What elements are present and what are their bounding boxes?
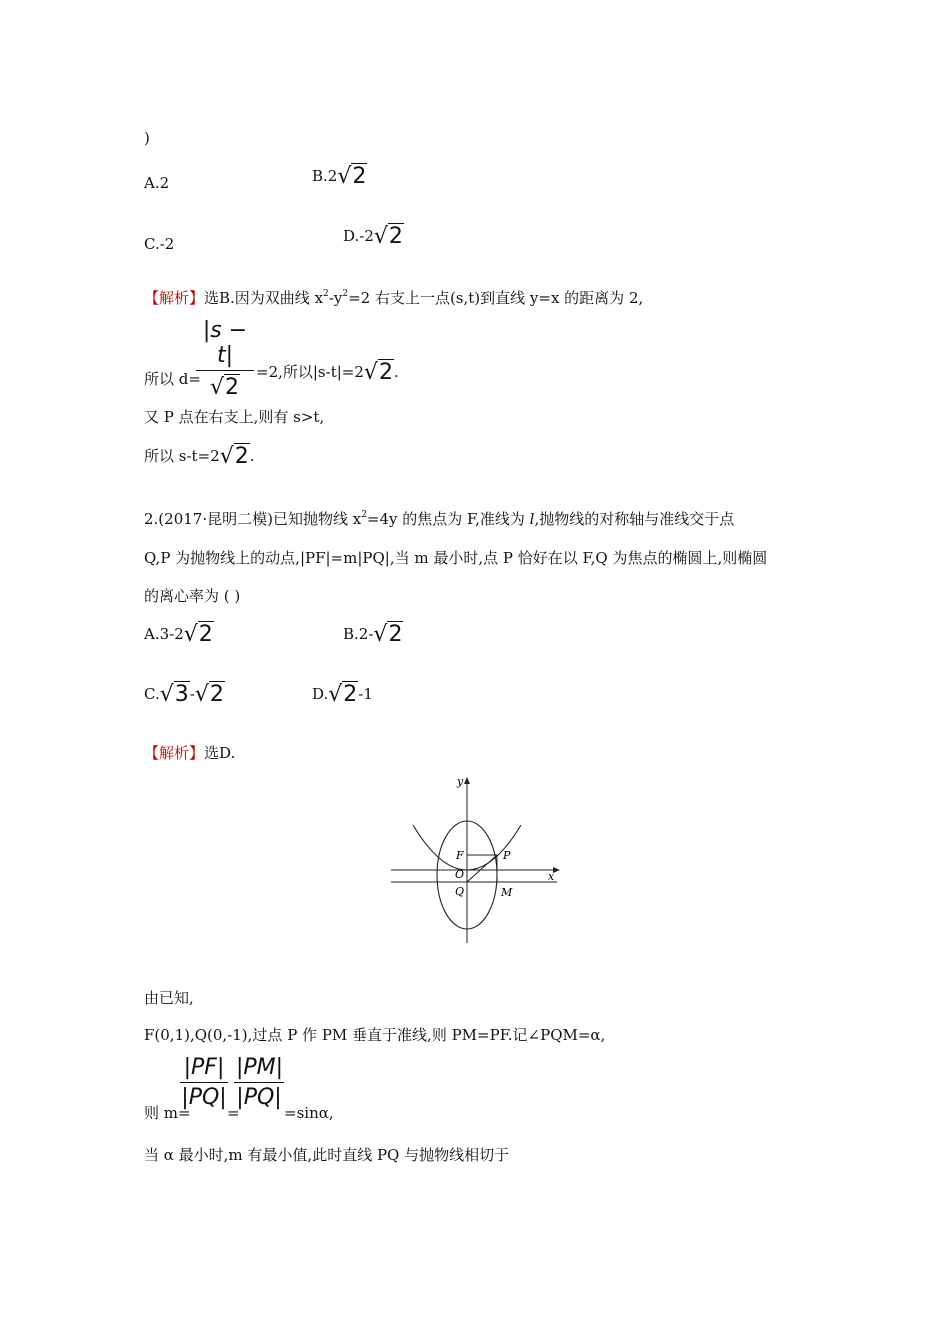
solution2-line1: 由已知, xyxy=(144,989,194,1007)
fraction-numerator: |s − t| xyxy=(196,318,254,371)
y-axis-arrow xyxy=(464,777,470,784)
segment-qp xyxy=(467,855,497,882)
sqrt-three: √3 xyxy=(159,682,189,707)
q2-line3: 的离心率为 ( ) xyxy=(144,587,241,605)
solution1-line4: 所以 s-t=2√2. xyxy=(144,444,255,469)
label-p: P xyxy=(503,849,511,862)
label-f: F xyxy=(456,849,464,862)
close-paren: ) xyxy=(144,129,150,147)
sqrt-two: √2 xyxy=(363,360,393,385)
sqrt-two: √2 xyxy=(337,164,367,189)
distance-fraction xyxy=(196,318,254,399)
label-m: M xyxy=(501,886,513,899)
solution2-line4: 当 α 最小时,m 有最小值,此时直线 PQ 与抛物线相切于 xyxy=(144,1146,510,1164)
solution1-line1: 【解析】选B.因为双曲线 $x^2-y^2=2$ 右支上一点(s,t)到直线 y=x 的距离为 2, xyxy=(144,289,644,307)
solution-tag: 【解析】 xyxy=(144,744,205,762)
equals-sign: = xyxy=(227,1104,240,1122)
sqrt-two: √2 xyxy=(328,682,358,707)
parabola-ellipse-figure xyxy=(385,775,565,950)
q1-option-c: C.-2 xyxy=(144,235,175,253)
q2-option-c: C.√3-√2 xyxy=(144,682,224,707)
fraction-numerator: |PF| xyxy=(180,1055,228,1083)
q1-option-b-prefix: B.2 xyxy=(312,167,338,185)
q2-line2: Q,P 为抛物线上的动点,|PF|=m|PQ|,当 m 最小时,点 P 恰好在以 F,Q 为焦点的椭圆上,则椭圆 xyxy=(144,549,768,567)
fraction-numerator: |PM| xyxy=(234,1055,284,1083)
label-o: O xyxy=(455,868,465,881)
label-y: y xyxy=(457,775,464,788)
q1-option-d-prefix: D.-2 xyxy=(343,227,374,245)
solution1-line2b: =2,所以|s-t|=2√2. xyxy=(256,360,399,385)
solution-tag: 【解析】 xyxy=(144,289,205,307)
q2-line1: 2.(2017·昆明二模)已知抛物线 $x^2=4y$ 的焦点为 F,准线为 l,抛物线的对称轴与准线交于点 xyxy=(144,510,735,528)
q2-option-b: B.2-√2 xyxy=(343,622,403,647)
solution1-line2a: 所以 d= xyxy=(144,370,201,388)
pm-over-pq-fraction xyxy=(234,1055,284,1110)
solution2-line3a: 则 m= xyxy=(144,1104,191,1122)
solution2-header: 【解析】选D. xyxy=(144,744,236,762)
label-x: x xyxy=(548,870,555,883)
sqrt-two: √2 xyxy=(373,224,403,249)
sqrt-two: √2 xyxy=(209,375,240,400)
q1-option-b xyxy=(312,166,367,188)
sqrt-two: √2 xyxy=(194,682,224,707)
sqrt-two: √2 xyxy=(219,444,249,469)
label-q: Q xyxy=(455,885,465,898)
sqrt-two: √2 xyxy=(183,622,213,647)
fraction-denominator xyxy=(196,371,254,399)
solution2-line2: F(0,1),Q(0,-1),过点 P 作 PM 垂直于准线,则 PM=PF.记∠PQM=α, xyxy=(144,1026,606,1044)
solution1-line3: 又 P 点在右支上,则有 s>t, xyxy=(144,408,325,426)
q2-option-d: D.√2-1 xyxy=(312,682,373,707)
pf-over-pq-fraction xyxy=(180,1055,228,1110)
q1-option-a: A.2 xyxy=(144,174,170,192)
fraction-denominator: |PQ| xyxy=(236,1085,282,1110)
sqrt-two: √2 xyxy=(373,622,403,647)
solution2-line3b: =sinα, xyxy=(284,1104,334,1122)
q1-option-d xyxy=(343,226,404,248)
q2-option-a: A.3-2√2 xyxy=(144,622,213,647)
fraction-denominator: |PQ| xyxy=(181,1085,227,1110)
